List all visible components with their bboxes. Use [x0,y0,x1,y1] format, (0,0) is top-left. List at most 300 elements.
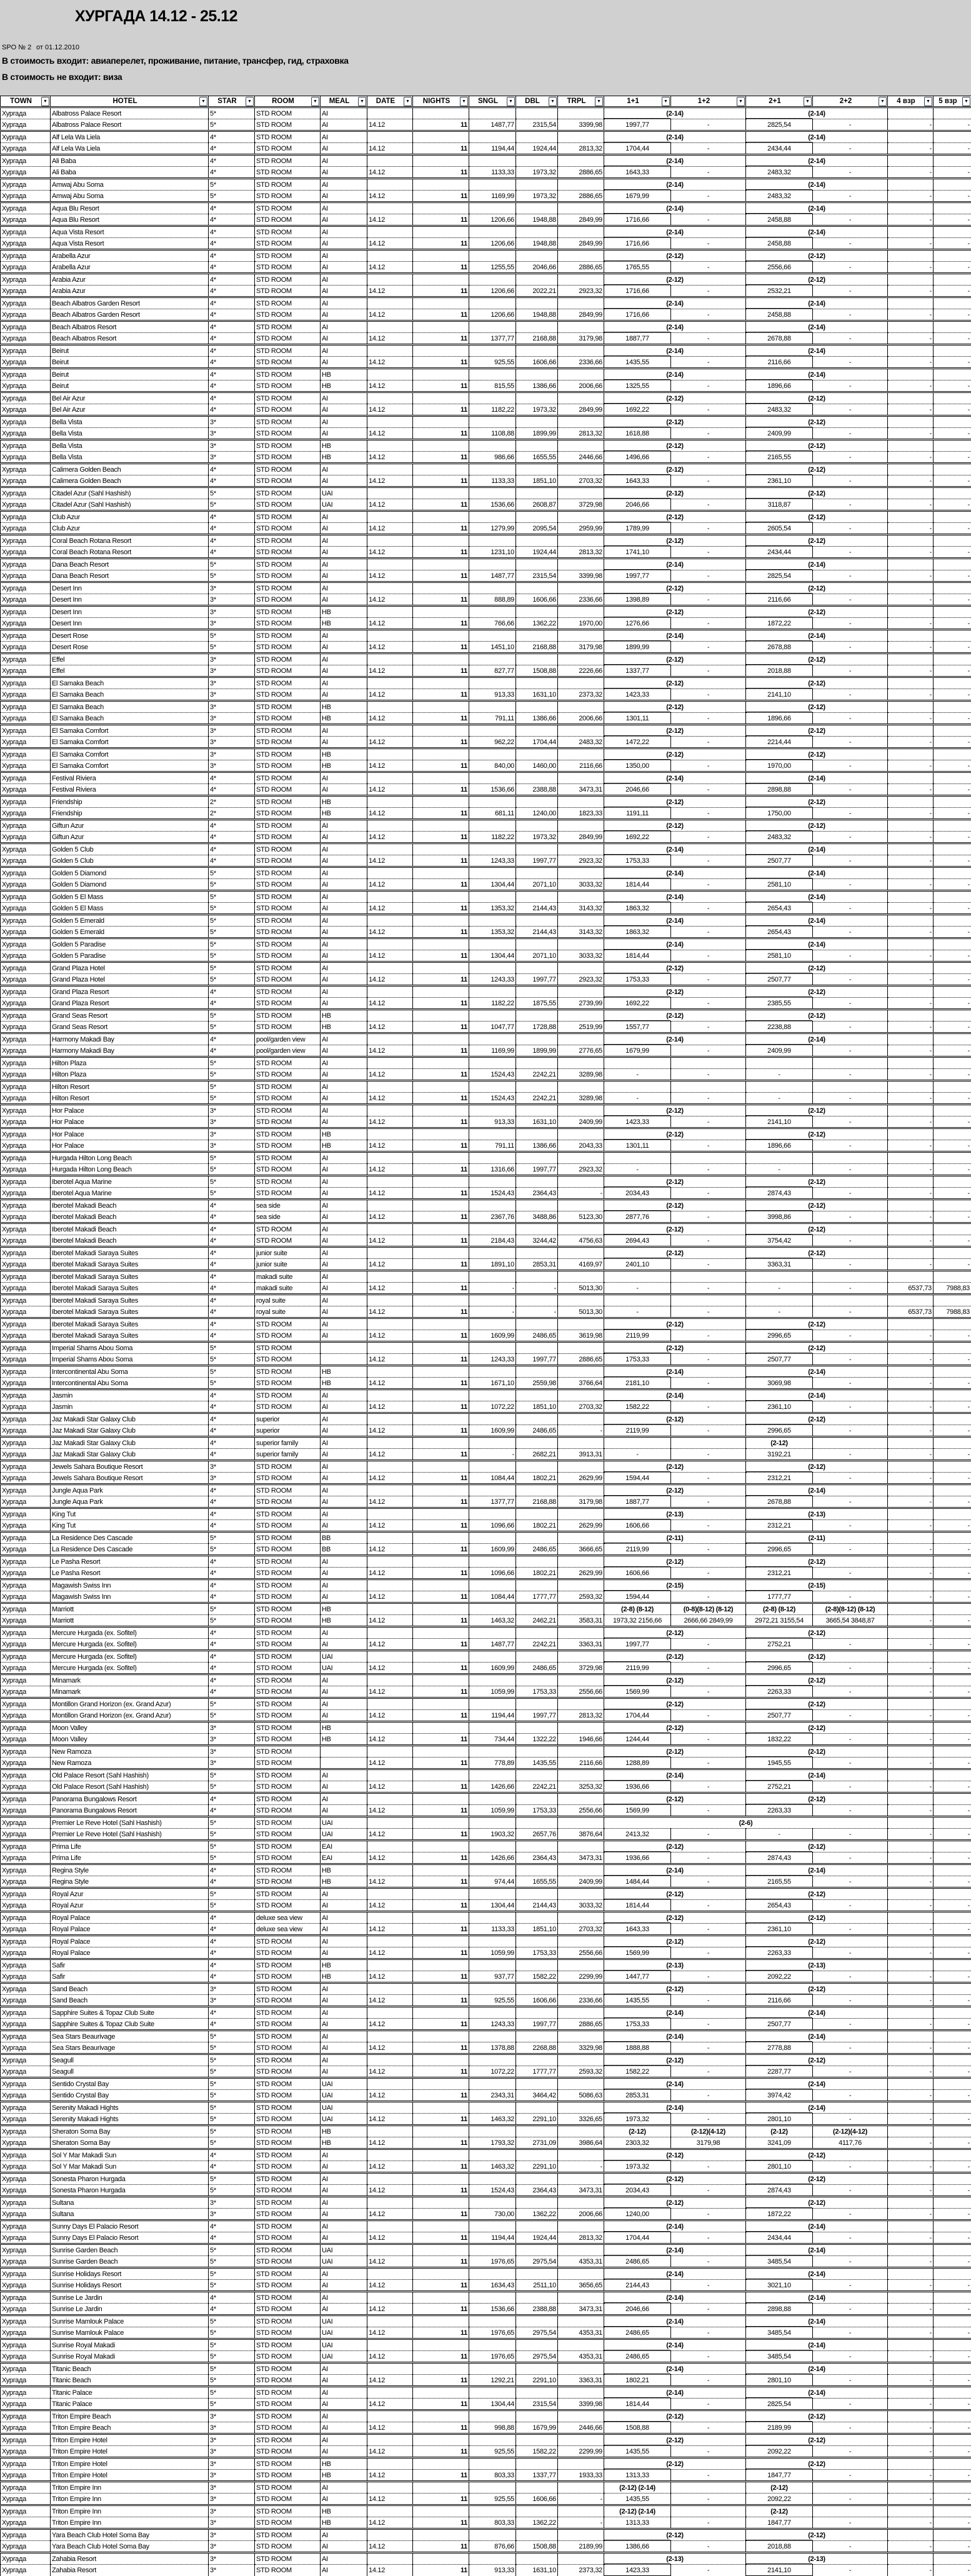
cell-price-5-adults: - [934,2256,971,2268]
cell-room: STD ROOM [255,1354,321,1366]
cell-price-1-2: - [671,380,746,392]
table-row-prices [1,2375,971,2387]
cell-town: Хургада [1,1568,51,1579]
cell-empty [516,2410,558,2422]
filter-dropdown-icon[interactable]: ▼ [962,97,970,106]
cell-price-dbl: 2168,88 [516,642,558,654]
cell-empty [516,938,558,950]
cell-child-age: (2-12) [746,1437,813,1449]
cell-empty [413,843,469,855]
hotel-block [1,2529,971,2553]
cell-price-sngl: 998,88 [469,2422,516,2434]
cell-price-trpl: 3619,98 [558,1330,604,1342]
cell-empty [469,2363,516,2375]
cell-meal: UAI [321,2114,367,2126]
cell-price-2-1: 2507,77 [746,2019,813,2031]
cell-child-age-1-adult: (2-12) [604,2529,746,2541]
cell-hotel: Iberotel Makadi Saraya Suites [51,1306,209,1318]
table-row-prices [1,286,971,297]
cell-price-1-2: - [671,1852,746,1864]
filter-dropdown-icon[interactable]: ▼ [358,97,366,106]
cell-price-2-1: 1777,77 [746,1591,813,1603]
cell-child-age-1-adult: (2-12) [604,1627,746,1639]
cell-price-2-2: - [813,760,888,772]
cell-hotel: Triton Empire Hotel [51,2446,209,2458]
cell-price-5-adults: - [934,1947,971,1959]
cell-nights: 11 [413,1496,469,1508]
cell-price-2-1: 1970,00 [746,760,813,772]
cell-price-1-2: - [671,452,746,464]
cell-room: STD ROOM [255,475,321,487]
cell-price-2-1: 2018,88 [746,2541,813,2553]
cell-town: Хургада [1,1995,51,2007]
cell-price-2-1: 2141,10 [746,2565,813,2576]
cell-meal: AI [321,820,367,832]
cell-meal: AI [321,654,367,665]
cell-price-2-1: 2361,10 [746,1401,813,1413]
cell-price-4-adults: - [888,784,934,796]
cell-price-1-2: - [671,642,746,654]
cell-price-dbl: 1875,55 [516,998,558,1010]
table-row-ages [1,2553,971,2565]
cell-empty [516,772,558,784]
cell-nights: 11 [413,1164,469,1176]
cell-town: Хургада [1,1330,51,1342]
hotel-block [1,701,971,725]
filter-dropdown-icon[interactable]: ▼ [662,97,670,106]
cell-date: 14.12 [367,879,413,891]
cell-empty [367,2031,413,2042]
cell-star: 2* [209,796,255,808]
cell-price-1-1: 1716,66 [604,238,671,250]
cell-empty [413,1271,469,1283]
cell-price-trpl: 2409,99 [558,1876,604,1888]
cell-hotel: Desert Rose [51,642,209,654]
cell-empty [558,369,604,380]
cell-hotel: El Samaka Comfort [51,725,209,737]
cell-town: Хургада [1,2434,51,2446]
cell-hotel: Montillon Grand Horizon (ex. Grand Azur) [51,1710,209,1722]
table-row-ages [1,2102,971,2114]
table-row-ages [1,2126,971,2137]
cell-empty [413,345,469,357]
cell-price-2-2: - [813,1401,888,1413]
cell-meal: AI [321,214,367,226]
table-row-prices [1,499,971,511]
filter-dropdown-icon[interactable]: ▼ [804,97,812,106]
cell-price-1-2: - [671,1686,746,1698]
cell-price-5-adults: - [934,428,971,440]
cell-room: STD ROOM [255,1544,321,1556]
cell-price-2-1: 2874,43 [746,1852,813,1864]
cell-town: Хургада [1,1140,51,1152]
cell-empty [413,2505,469,2517]
cell-price-2-2: - [813,1306,888,1318]
cell-empty [367,2054,413,2066]
cell-hotel: Jungle Aqua Park [51,1496,209,1508]
filter-dropdown-icon[interactable]: ▼ [404,97,412,106]
cell-price-4-adults: - [888,214,934,226]
header-row [1,96,971,107]
cell-empty [367,2410,413,2422]
cell-empty [367,1128,413,1140]
cell-hotel: Sunrise Garden Beach [51,2244,209,2256]
cell-price-1-2: - [671,2399,746,2410]
cell-price-5-adults: - [934,1022,971,1033]
cell-room: STD ROOM [255,2315,321,2327]
cell-child-age-2-adults: (2-14) [746,2315,888,2327]
cell-hotel: Triton Empire Inn [51,2517,209,2529]
cell-price-dbl: 1802,21 [516,1568,558,1579]
cell-price-2-2: - [813,1378,888,1390]
cell-room: STD ROOM [255,2505,321,2517]
cell-price-trpl: 2629,99 [558,1520,604,1532]
table-row-prices [1,2042,971,2054]
cell-price-4-adults: - [888,2304,934,2315]
cell-empty [558,107,604,119]
cell-empty [469,2078,516,2090]
cell-empty [413,179,469,191]
cell-price-2-1: 3021,10 [746,2280,813,2292]
cell-date: 14.12 [367,950,413,962]
cell-star: 3* [209,2529,255,2541]
cell-child-age-2-adults: (2-12) [746,1888,888,1900]
cell-price-dbl: 2608,87 [516,499,558,511]
cell-price-4-adults: - [888,760,934,772]
cell-nights: 11 [413,428,469,440]
cell-price-trpl: 1970,00 [558,618,604,630]
filter-dropdown-icon[interactable]: ▼ [199,97,207,106]
cell-empty [469,1223,516,1235]
table-row-ages [1,179,971,191]
cell-nights: 11 [413,2137,469,2149]
cell-empty [516,559,558,570]
cell-hotel: Sunrise Mamlouk Palace [51,2315,209,2327]
cell-price-2-1: 2825,54 [746,2399,813,2410]
cell-empty [558,226,604,238]
cell-empty [367,1508,413,1520]
cell-town: Хургада [1,297,51,309]
cell-price-1-2: - [671,2565,746,2576]
cell-empty [558,606,604,618]
cell-room: STD ROOM [255,2351,321,2363]
cell-town: Хургада [1,594,51,606]
cell-date: 14.12 [367,1520,413,1532]
cell-star: 4* [209,843,255,855]
cell-date: 14.12 [367,1164,413,1176]
cell-hotel: Beach Albatros Resort [51,321,209,333]
cell-town: Хургада [1,2292,51,2304]
cell-price-2-1: 3485,54 [746,2351,813,2363]
cell-empty [934,915,971,927]
cell-room: STD ROOM [255,2185,321,2197]
cell-price-dbl: 2168,88 [516,1496,558,1508]
filter-dropdown-icon[interactable]: ▼ [41,97,49,106]
cell-room: STD ROOM [255,167,321,179]
cell-price-2-2: - [813,119,888,131]
cell-price-1-1: 2181,10 [604,1378,671,1390]
cell-town: Хургада [1,832,51,843]
cell-town: Хургада [1,2197,51,2209]
cell-empty [516,962,558,974]
cell-child-age-1-adult: (2-12) [604,654,746,665]
cell-empty [516,1959,558,1971]
cell-price-4-adults: - [888,1639,934,1651]
cell-meal: AI [321,2019,367,2031]
cell-price-1-2: - [671,998,746,1010]
hotel-block [1,1081,971,1105]
cell-room: STD ROOM [255,2363,321,2375]
cell-hotel: Citadel Azur (Sahl Hashish) [51,499,209,511]
table-row-prices [1,2280,971,2292]
cell-empty [413,891,469,903]
cell-child-age-2-adults: (2-12) [746,1342,888,1354]
cell-price-trpl: 3656,65 [558,2280,604,2292]
hotel-block [1,392,971,416]
filter-dropdown-icon[interactable]: ▼ [311,97,319,106]
cell-nights: 11 [413,1876,469,1888]
cell-hotel: Sheraton Soma Bay [51,2137,209,2149]
cell-date: 14.12 [367,2327,413,2339]
cell-price-2-1: 3241,09 [746,2137,813,2149]
cell-room: STD ROOM [255,1390,321,1401]
cell-price-sngl: 1255,55 [469,262,516,274]
cell-price-5-adults: - [934,2209,971,2220]
cell-child-age-2-adults: (2-11) [746,1532,888,1544]
cell-room: STD ROOM [255,262,321,274]
cell-empty [469,274,516,286]
cell-price-2-1: 2778,88 [746,2042,813,2054]
filter-dropdown-icon[interactable]: ▼ [246,97,254,106]
cell-price-1-1: 1423,33 [604,689,671,701]
cell-child-age [813,1437,888,1449]
cell-room: STD ROOM [255,2304,321,2315]
cell-empty [469,1936,516,1947]
cell-empty [367,2173,413,2185]
cell-price-5-adults: - [934,2066,971,2078]
cell-empty [934,1912,971,1924]
cell-empty [934,1271,971,1283]
cell-price-5-adults: - [934,286,971,297]
cell-empty [558,2410,604,2422]
cell-empty [813,1295,888,1306]
cell-price-2-2: - [813,2351,888,2363]
cell-price-4-adults: - [888,665,934,677]
cell-child-age-1-adult: (2-14) [604,915,746,927]
cell-empty [558,416,604,428]
cell-room: STD ROOM [255,2399,321,2410]
filter-dropdown-icon[interactable]: ▼ [549,97,557,106]
cell-hotel: Alf Lela Wa Liela [51,131,209,143]
cell-empty [413,2292,469,2304]
cell-room: STD ROOM [255,1164,321,1176]
cell-child-age-2-adults: (2-14) [746,179,888,191]
table-row-prices [1,143,971,155]
cell-empty [469,630,516,642]
filter-dropdown-icon[interactable]: ▼ [737,97,745,106]
cell-child-age-1-adult: (2-14) [604,1366,746,1378]
cell-meal: AI [321,1200,367,1211]
cell-empty [516,1200,558,1211]
cell-empty [413,1437,469,1449]
cell-town: Хургада [1,1176,51,1188]
table-row-prices [1,1211,971,1223]
cell-date: 14.12 [367,1544,413,1556]
filter-dropdown-icon[interactable]: ▼ [879,97,887,106]
cell-empty [469,1318,516,1330]
cell-price-2-1: 2312,21 [746,1520,813,1532]
cell-date: 14.12 [367,2019,413,2031]
cell-town: Хургада [1,1663,51,1674]
cell-hotel: Triton Empire Inn [51,2494,209,2505]
cell-price-dbl: 2364,43 [516,2185,558,2197]
cell-empty [516,1105,558,1116]
cell-empty [934,1888,971,1900]
cell-room: STD ROOM [255,1057,321,1069]
filter-dropdown-icon[interactable]: ▼ [924,97,932,106]
cell-price-2-2: - [813,238,888,250]
cell-price-dbl: 2388,88 [516,2304,558,2315]
table-row-prices [1,832,971,843]
cell-child-age-1-adult: (2-12) [604,2173,746,2185]
cell-empty [934,226,971,238]
cell-empty [469,2387,516,2399]
cell-child-age: (2-8) (8-12) [746,1603,813,1615]
cell-town: Хургада [1,286,51,297]
cell-town: Хургада [1,843,51,855]
cell-empty [413,725,469,737]
cell-town: Хургада [1,2446,51,2458]
cell-child-age-2-adults: (2-12) [746,250,888,262]
cell-price-2-1: 2092,22 [746,2446,813,2458]
cell-meal: UAI [321,1663,367,1674]
cell-star: 3* [209,1128,255,1140]
cell-price-2-1: 2996,65 [746,1544,813,1556]
cell-price-trpl: 2813,32 [558,143,604,155]
table-row-ages [1,725,971,737]
cell-hotel: Sand Beach [51,1983,209,1995]
cell-price-5-adults: - [934,475,971,487]
cell-price-1-2: - [671,832,746,843]
cell-price-1-2: - [671,1544,746,1556]
cell-star: 5* [209,2363,255,2375]
table-row-ages [1,2149,971,2161]
cell-price-trpl: 3473,31 [558,1852,604,1864]
cell-town: Хургада [1,440,51,452]
cell-hotel: Yara Beach Club Hotel Soma Bay [51,2541,209,2553]
cell-hotel: Royal Azur [51,1888,209,1900]
cell-empty [469,1674,516,1686]
cell-empty [558,1508,604,1520]
cell-empty [469,487,516,499]
cell-price-1-2: - [671,1781,746,1793]
cell-town: Хургада [1,428,51,440]
cell-star: 4* [209,2292,255,2304]
cell-empty [516,2529,558,2541]
cell-price-dbl: 1606,66 [516,594,558,606]
filter-dropdown-icon[interactable]: ▼ [507,97,515,106]
cell-room: STD ROOM [255,1401,321,1413]
cell-meal: AI [321,1413,367,1425]
cell-date: 14.12 [367,2185,413,2197]
cell-price-5-adults: - [934,2090,971,2102]
cell-empty [604,1057,671,1069]
cell-empty [367,2078,413,2090]
cell-price-1-1: - [604,1069,671,1081]
cell-price-dbl: 1997,77 [516,855,558,867]
cell-empty [469,369,516,380]
table-row-ages [1,2458,971,2470]
cell-star: 4* [209,511,255,523]
cell-town: Хургада [1,630,51,642]
cell-child-age-2-adults: (2-14) [746,2363,888,2375]
cell-child-age-2-adults: (2-14) [746,2031,888,2042]
cell-town: Хургада [1,2149,51,2161]
cell-meal: HB [321,713,367,725]
cell-price-1-1: 1276,66 [604,618,671,630]
cell-town: Хургада [1,131,51,143]
cell-empty [413,820,469,832]
cell-meal: AI [321,2541,367,2553]
table-row-ages [1,297,971,309]
cell-room: STD ROOM [255,416,321,428]
cell-empty [413,1983,469,1995]
cell-room: STD ROOM [255,1639,321,1651]
cell-price-1-2: - [671,523,746,535]
hotel-block [1,1366,971,1390]
cell-empty [413,1366,469,1378]
table-row-ages [1,582,971,594]
cell-star: 4* [209,1496,255,1508]
cell-town: Хургада [1,2066,51,2078]
cell-child-age [671,2505,746,2517]
cell-empty [888,1936,934,1947]
cell-empty [469,701,516,713]
cell-star: 4* [209,1579,255,1591]
cell-room: STD ROOM [255,725,321,737]
cell-room: junior suite [255,1247,321,1259]
hotel-block [1,2505,971,2529]
cell-meal: AI [321,772,367,784]
cell-price-1-2: - [671,191,746,202]
cell-star: 4* [209,547,255,559]
cell-empty [516,155,558,167]
cell-price-trpl: 1823,33 [558,808,604,820]
cell-empty [367,297,413,309]
cell-town: Хургада [1,2410,51,2422]
table-row-ages [1,1033,971,1045]
cell-price-dbl: 2462,21 [516,1615,558,1627]
cell-child-age-1-adult: (2-12) [604,1247,746,1259]
cell-price-sngl: 1169,99 [469,1045,516,1057]
cell-price-2-2: 3665,54 3848,87 [813,1615,888,1627]
cell-star: 4* [209,1912,255,1924]
cell-empty [469,107,516,119]
cell-hotel: Titanic Beach [51,2375,209,2387]
filter-dropdown-icon[interactable]: ▼ [595,97,603,106]
cell-empty [516,226,558,238]
cell-empty [558,748,604,760]
cell-price-trpl: 2006,66 [558,2209,604,2220]
cell-price-2-1: 2434,44 [746,143,813,155]
cell-town: Хургада [1,107,51,119]
cell-town: Хургада [1,2315,51,2327]
filter-dropdown-icon[interactable]: ▼ [460,97,468,106]
cell-room: STD ROOM [255,2494,321,2505]
cell-room: STD ROOM [255,1722,321,1734]
cell-star: 4* [209,155,255,167]
cell-price-5-adults: - [934,1900,971,1912]
